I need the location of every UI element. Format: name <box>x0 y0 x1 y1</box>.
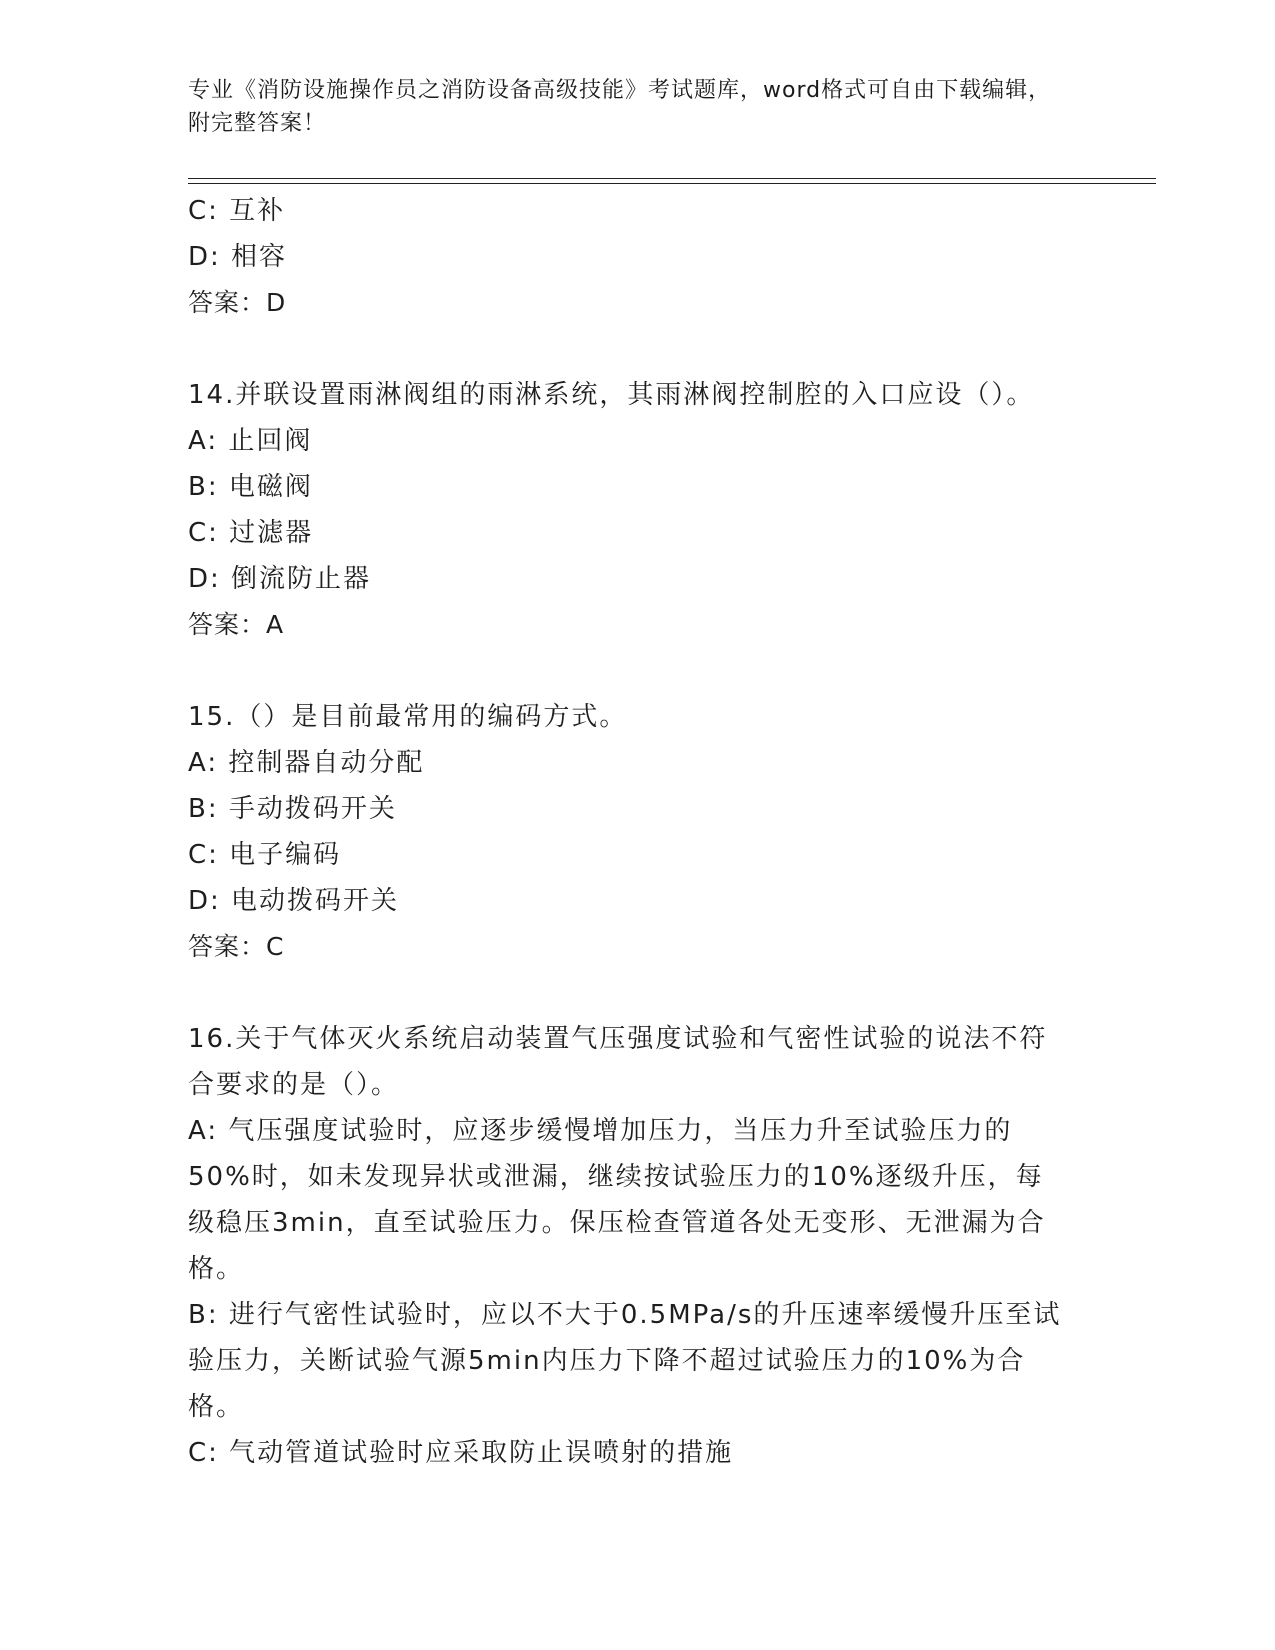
option-a: A: 控制器自动分配 <box>188 748 425 778</box>
answer-label: 答案：D <box>188 288 287 317</box>
answer-label: 答案：A <box>188 610 285 639</box>
option-a: A: 气压强度试验时，应逐步缓慢增加压力，当压力升至试验压力的50%时，如未发现异状或泄漏，继续按试验压力的10%逐级升压，每级稳压3min，直至试验压力。保压检查管道各处无变形、无泄漏为合格。 <box>188 1116 1046 1284</box>
question-stem: 15.（）是目前最常用的编码方式。 <box>188 702 628 732</box>
page-header: 专业《消防设施操作员之消防设备高级技能》考试题库，word格式可自由下载编辑，附完整答案！ <box>188 78 1052 136</box>
question-stem: 14.并联设置雨淋阀组的雨淋系统，其雨淋阀控制腔的入口应设（）。 <box>188 380 1035 410</box>
spacer <box>188 648 1068 694</box>
option-d: D: 电动拨码开关 <box>188 886 400 916</box>
option-c: C: 气动管道试验时应采取防止误喷射的措施 <box>188 1438 734 1468</box>
option-d: D: 相容 <box>188 242 288 272</box>
question-stem: 16.关于气体灭火系统启动装置气压强度试验和气密性试验的说法不符合要求的是（）。 <box>188 1024 1048 1100</box>
spacer <box>188 326 1068 372</box>
option-c: C: 过滤器 <box>188 518 314 548</box>
option-c: C: 电子编码 <box>188 840 342 870</box>
answer-label: 答案：C <box>188 932 285 961</box>
option-b: B: 电磁阀 <box>188 472 313 502</box>
option-b: B: 进行气密性试验时，应以不大于0.5MPa/s的升压速率缓慢升压至试验压力，关断试验气源5min内压力下降不超过试验压力的10%为合格。 <box>188 1300 1062 1422</box>
option-c: C: 互补 <box>188 196 286 226</box>
header-rule-bottom <box>188 183 1156 184</box>
option-a: A: 止回阀 <box>188 426 313 456</box>
option-b: B: 手动拨码开关 <box>188 794 397 824</box>
option-d: D: 倒流防止器 <box>188 564 372 594</box>
question-content <box>188 188 1068 1476</box>
header-rule-top <box>188 178 1156 179</box>
spacer <box>188 970 1068 1016</box>
